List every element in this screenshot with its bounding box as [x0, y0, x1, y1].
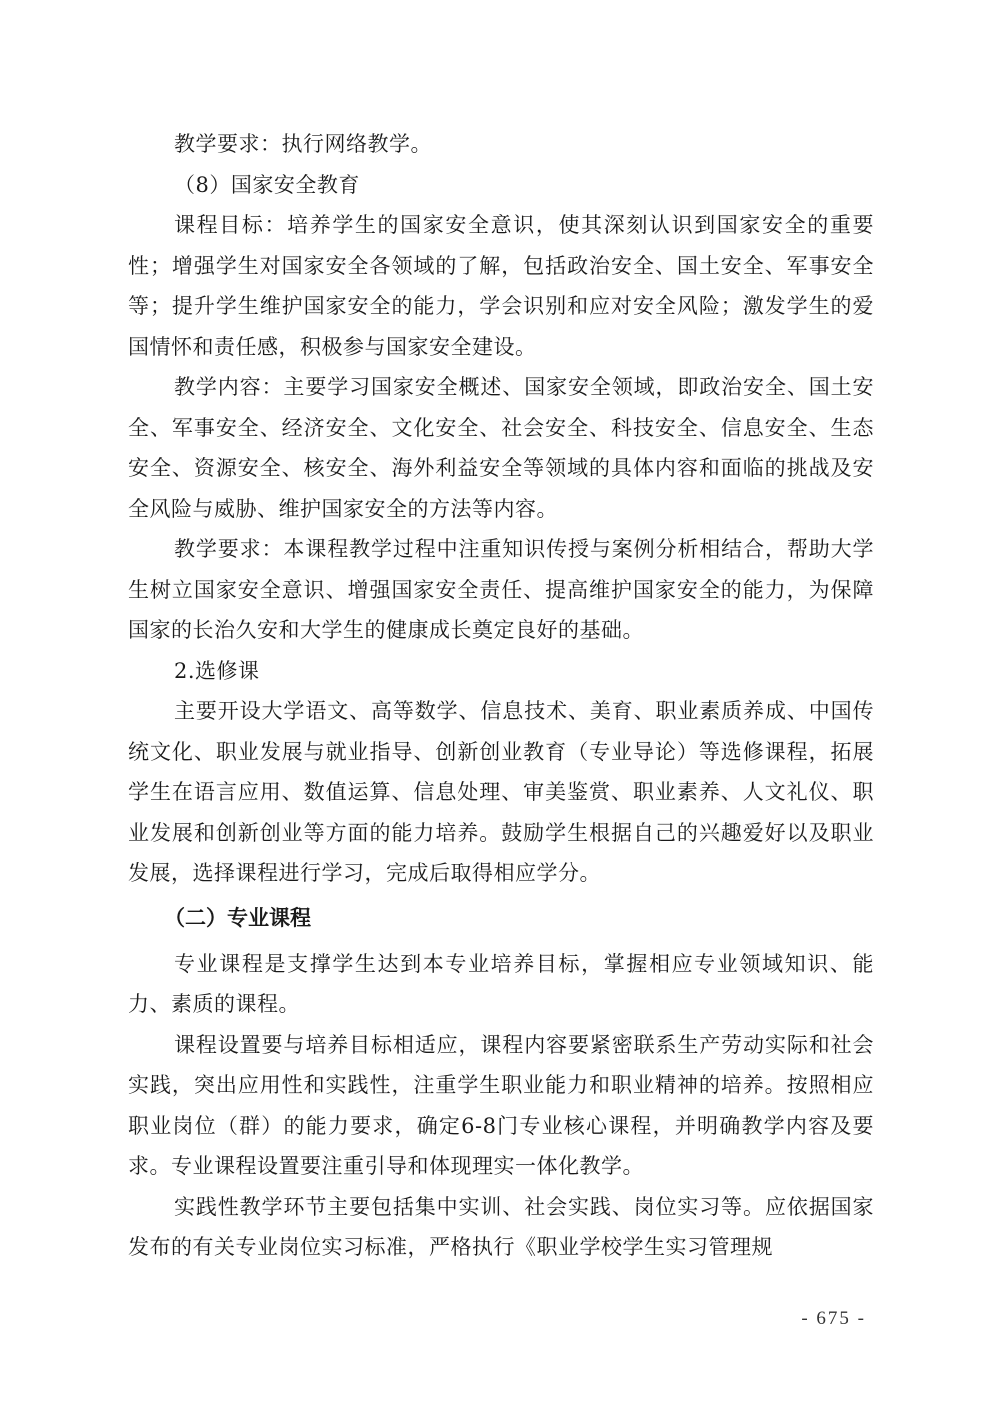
page-content [128, 124, 874, 1268]
subheading-electives: 2.选修课 [174, 658, 260, 683]
paragraph-course-setting: 课程设置要与培养目标相适应，课程内容要紧密联系生产劳动实际和社会实践，突出应用性和实践性，注重学生职业能力和职业精神的培养。按照相应职业岗位（群）的能力要求，确定6-8门专业核心课程，并明确教学内容及要求。专业课程设置要注重引导和体现理实一体化教学。 [128, 1032, 874, 1178]
section-heading-professional-courses: （二）专业课程 [164, 905, 311, 930]
paragraph-course-objective: 课程目标：培养学生的国家安全意识，使其深刻认识到国家安全的重要性；增强学生对国家安全各领域的了解，包括政治安全、国土安全、军事安全等；提升学生维护国家安全的能力，学会识别和应对安全风险；激发学生的爱国情怀和责任感，积极参与国家安全建设。 [128, 213, 874, 359]
paragraph-professional-courses-definition: 专业课程是支撑学生达到本专业培养目标，掌握相应专业领域知识、能力、素质的课程。 [128, 951, 874, 1016]
paragraph-teaching-content: 教学内容：主要学习国家安全概述、国家安全领域，即政治安全、国土安全、军事安全、经济安全、文化安全、社会安全、科技安全、信息安全、生态安全、资源安全、核安全、海外利益安全等领域的具体内容和面临的挑战及安全风险与威胁、维护国家安全的方法等内容。 [128, 375, 874, 521]
paragraph-practical-teaching: 实践性教学环节主要包括集中实训、社会实践、岗位实习等。应依据国家发布的有关专业岗位实习标准，严格执行《职业学校学生实习管理规 [128, 1194, 874, 1259]
page-number: - 675 - [801, 1308, 866, 1329]
paragraph-teaching-requirement-online: 教学要求：执行网络教学。 [174, 132, 432, 156]
paragraph-teaching-requirement: 教学要求：本课程教学过程中注重知识传授与案例分析相结合，帮助大学生树立国家安全意识、增强国家安全责任、提高维护国家安全的能力，为保障国家的长治久安和大学生的健康成长奠定良好的基础。 [128, 537, 874, 642]
subheading-national-security-education: （8）国家安全教育 [174, 172, 360, 197]
paragraph-electives-description: 主要开设大学语文、高等数学、信息技术、美育、职业素质养成、中国传统文化、职业发展与就业指导、创新创业教育（专业导论）等选修课程，拓展学生在语言应用、数值运算、信息处理、审美鉴赏、职业素养、人文礼仪、职业发展和创新创业等方面的能力培养。鼓励学生根据自己的兴趣爱好以及职业发展，选择课程进行学习，完成后取得相应学分。 [128, 699, 874, 885]
